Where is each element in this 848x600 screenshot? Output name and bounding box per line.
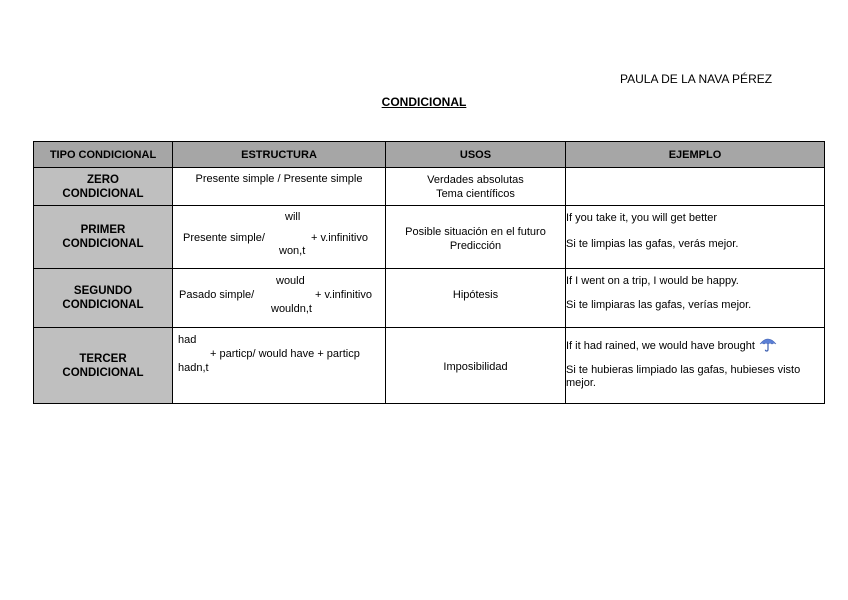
example-en: If I went on a trip, I would be happy. [566, 275, 739, 287]
uses-cell [386, 168, 566, 206]
table-header-row [34, 142, 825, 168]
structure-left: Pasado simple/ [179, 289, 255, 301]
type-cell [34, 206, 173, 269]
structure-right: + v.infinitivo [315, 289, 372, 301]
example-es: Si te limpias las gafas, verás mejor. [566, 238, 739, 250]
use-line: Posible situación en el futuro [405, 226, 546, 238]
type-cell [34, 328, 173, 404]
example-cell [566, 206, 825, 269]
type-cell [34, 168, 173, 206]
example-es: Si te limpiaras las gafas, verías mejor. [566, 299, 752, 311]
type-line: CONDICIONAL [62, 187, 144, 200]
structure-text: Presente simple / Presente simple [195, 173, 363, 185]
type-line: CONDICIONAL [62, 366, 144, 379]
example-cell [566, 168, 825, 206]
structure-right: + v.infinitivo [311, 232, 368, 244]
use-line: Verdades absolutas [427, 174, 524, 186]
type-line: PRIMER [80, 224, 126, 236]
structure-top: had [178, 334, 197, 346]
header-estructura: ESTRUCTURA [173, 142, 386, 168]
example-en: If it had rained, we would have brought [566, 339, 755, 352]
structure-bottom: won,t [279, 245, 306, 257]
structure-bottom: wouldn,t [271, 303, 312, 315]
structure-cell [173, 328, 386, 404]
structure-bottom: hadn,t [178, 362, 209, 374]
use-line: Predicción [449, 240, 502, 252]
conditional-table [33, 141, 825, 404]
type-line: CONDICIONAL [62, 238, 144, 250]
table-row-zero [34, 168, 825, 206]
table-row-tercer [34, 328, 825, 404]
use-line: Imposibilidad [443, 361, 508, 373]
table-row-segundo [34, 269, 825, 328]
structure-top: will [285, 211, 301, 223]
structure-cell [173, 168, 386, 206]
use-line: Hipótesis [452, 289, 499, 301]
umbrella-icon [759, 336, 777, 356]
structure-left: Presente simple/ [183, 232, 265, 244]
use-line: Tema científicos [436, 188, 515, 200]
uses-cell [386, 269, 566, 328]
type-line: ZERO [87, 173, 119, 186]
structure-top: would [276, 275, 305, 287]
header-tipo: TIPO CONDICIONAL [34, 142, 173, 168]
header-usos: USOS [386, 142, 566, 168]
example-en: If you take it, you will get better [566, 212, 718, 224]
type-line: SEGUNDO [73, 285, 133, 297]
type-line: TERCER [79, 352, 127, 365]
example-es: Si te hubieras limpiado las gafas, hubieses visto mejor. [566, 364, 801, 389]
author-name: PAULA DE LA NAVA PÉREZ [620, 72, 773, 86]
header-ejemplo: EJEMPLO [566, 142, 825, 168]
example-cell [566, 328, 825, 404]
page-title-text: CONDICIONAL [381, 95, 467, 109]
structure-cell [173, 206, 386, 269]
uses-cell [386, 328, 566, 404]
uses-cell [386, 206, 566, 269]
structure-cell [173, 269, 386, 328]
type-line: CONDICIONAL [62, 299, 144, 311]
page-title [0, 95, 848, 109]
example-cell [566, 269, 825, 328]
type-cell [34, 269, 173, 328]
table-row-primer [34, 206, 825, 269]
structure-middle: + particp/ would have + particp [210, 348, 360, 360]
